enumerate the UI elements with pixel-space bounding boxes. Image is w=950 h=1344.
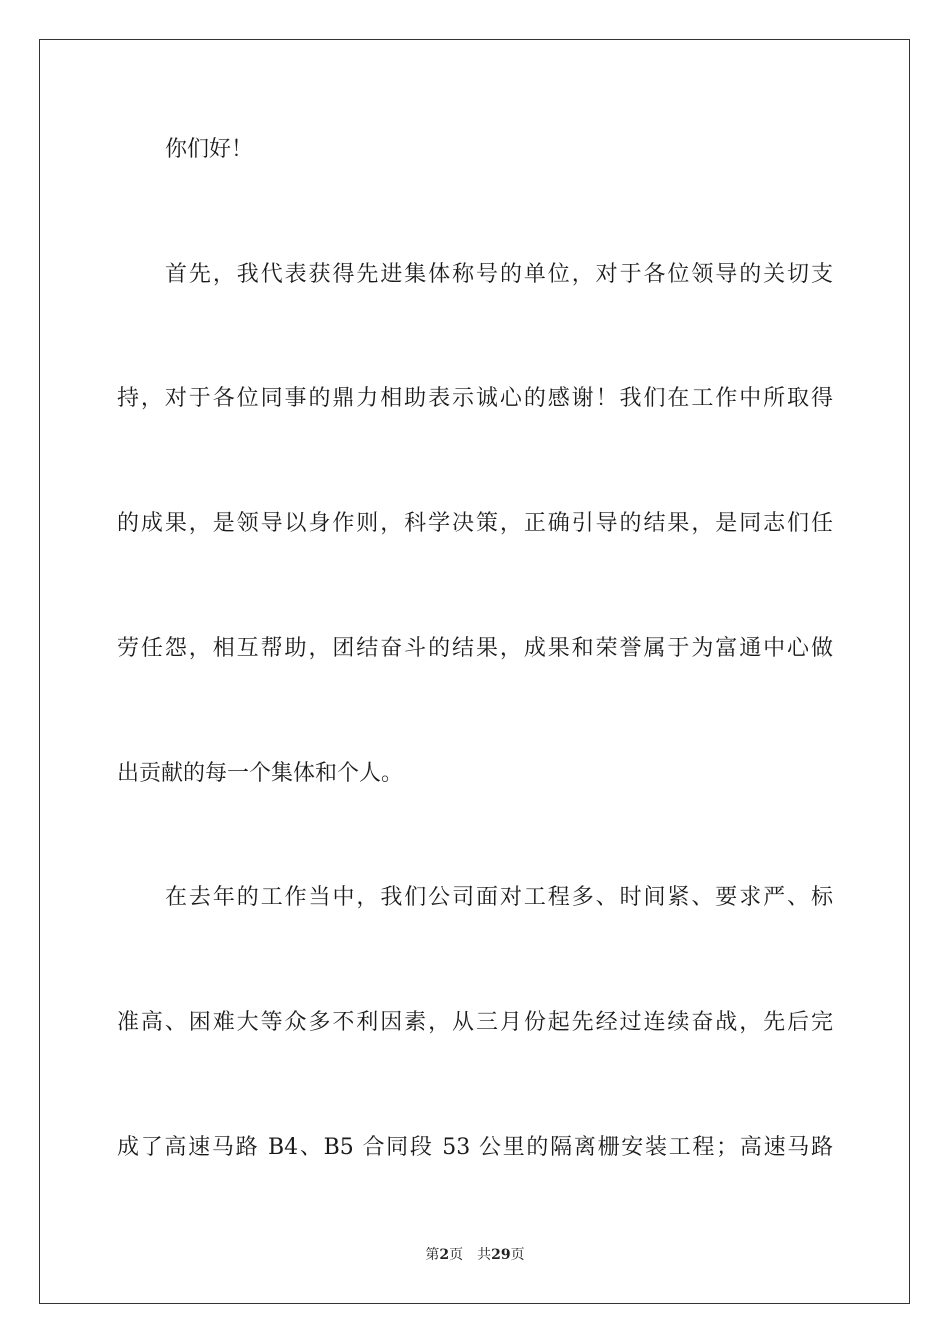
footer-prefix: 第 <box>425 1247 440 1263</box>
paragraph-line-8: 成了高速马路 B4、B5 合同段 53 公里的隔离栅安装工程；高速马路 <box>117 1135 833 1160</box>
paragraph-line-5: 出贡献的每一个集体和个人。 <box>117 761 404 786</box>
footer-total-pages: 29 <box>491 1247 511 1263</box>
footer-total-suffix: 页 <box>510 1247 525 1263</box>
footer-page-suffix: 页 <box>449 1247 464 1263</box>
paragraph-line-1: 首先，我代表获得先进集体称号的单位，对于各位领导的关切支 <box>165 262 833 287</box>
paragraph-line-2: 持，对于各位同事的鼎力相助表示诚心的感谢！我们在工作中所取得 <box>117 386 833 411</box>
paragraph-line-4: 劳任怨，相互帮助，团结奋斗的结果，成果和荣誉属于为富通中心做 <box>117 636 833 661</box>
paragraph-line-6: 在去年的工作当中，我们公司面对工程多、时间紧、要求严、标 <box>165 885 833 910</box>
page-footer <box>0 1245 950 1265</box>
footer-total-prefix: 共 <box>477 1247 492 1263</box>
greeting-line: 你们好！ <box>165 137 254 162</box>
paragraph-line-3: 的成果，是领导以身作则，科学决策，正确引导的结果，是同志们任 <box>117 511 833 536</box>
footer-current-page: 2 <box>439 1247 450 1263</box>
paragraph-line-7: 准高、困难大等众多不利因素，从三月份起先经过连续奋战，先后完 <box>117 1010 833 1035</box>
page-frame <box>39 39 910 1304</box>
